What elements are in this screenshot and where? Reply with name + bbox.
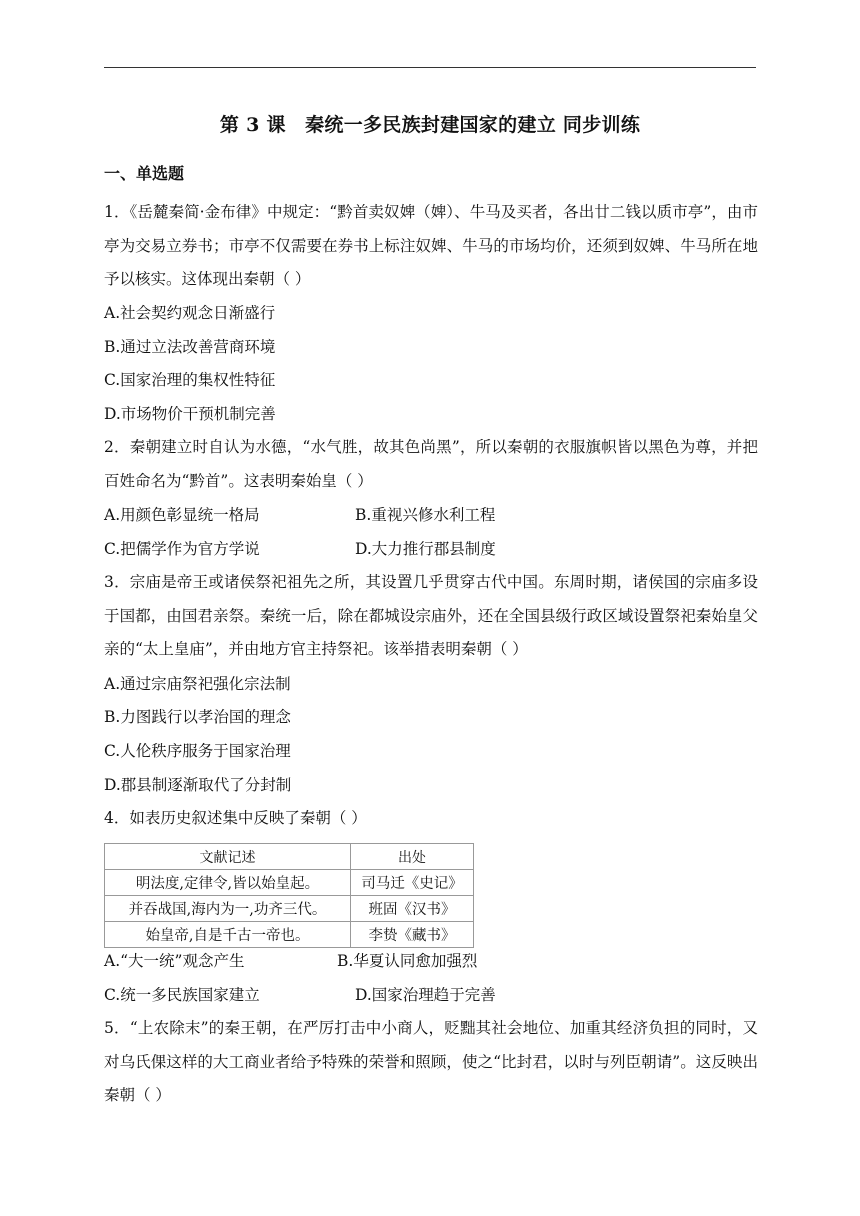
question-4-option-d: D.国家治理趋于完善 bbox=[355, 986, 496, 1004]
question-5-stem: 5．“上农除末”的秦王朝，在严厉打击中小商人，贬黜其社会地位、加重其经济负担的同时，又对乌氏倮这样的大工商业者给予特殊的荣誉和照顾，使之“比封君，以时与列臣朝请”。这反映出秦朝（ ） bbox=[104, 1019, 758, 1104]
table-header-row bbox=[105, 844, 474, 870]
table-row bbox=[105, 922, 474, 948]
question-3-option-b: B.力图践行以孝治国的理念 bbox=[104, 708, 291, 726]
source-table bbox=[104, 843, 474, 948]
table-header: 文献记述 bbox=[105, 844, 351, 870]
table-cell: 李贽《藏书》 bbox=[351, 922, 474, 948]
question-2-option-a: A.用颜色彰显统一格局 bbox=[104, 506, 260, 524]
table-cell: 班固《汉书》 bbox=[351, 896, 474, 922]
question-2-option-d: D.大力推行郡县制度 bbox=[355, 540, 496, 558]
question-1-option-a: A.社会契约观念日渐盛行 bbox=[104, 304, 276, 322]
section-heading: 一、单选题 bbox=[104, 164, 185, 183]
question-2-stem: 2．秦朝建立时自认为水德，“水气胜，故其色尚黑”，所以秦朝的衣服旗帜皆以黑色为尊，并把百姓命名为“黔首”。这表明秦始皇（ ） bbox=[104, 438, 758, 490]
question-1-option-d: D.市场物价干预机制完善 bbox=[104, 405, 276, 423]
table-row bbox=[105, 870, 474, 896]
question-1-stem: 1．《岳麓秦简·金布律》中规定：“黔首卖奴婢（婢）、牛马及买者，各出廿二钱以质市亭”，由市亭为交易立券书；市亭不仅需要在券书上标注奴婢、牛马的市场均价，还须到奴婢、牛马所在地予以核实。这体现出秦朝（ ） bbox=[104, 203, 758, 288]
question-4-stem: 4．如表历史叙述集中反映了秦朝（ ） bbox=[104, 809, 367, 827]
question-3-option-a: A.通过宗庙祭祀强化宗法制 bbox=[104, 675, 291, 693]
question-2-option-b: B.重视兴修水利工程 bbox=[355, 506, 496, 524]
table-cell: 明法度,定律令,皆以始皇起。 bbox=[105, 870, 351, 896]
table-cell: 始皇帝,自是千古一帝也。 bbox=[105, 922, 351, 948]
page-title: 第 3 课 秦统一多民族封建国家的建立 同步训练 bbox=[219, 114, 641, 136]
table-cell: 司马迁《史记》 bbox=[351, 870, 474, 896]
question-4-option-a: A.“大一统”观念产生 bbox=[104, 952, 245, 970]
table-header: 出处 bbox=[351, 844, 474, 870]
table-row bbox=[105, 896, 474, 922]
question-4-option-c: C.统一多民族国家建立 bbox=[104, 986, 260, 1004]
question-3-option-c: C.人伦秩序服务于国家治理 bbox=[104, 742, 291, 760]
question-2-option-c: C.把儒学作为官方学说 bbox=[104, 540, 260, 558]
question-3-option-d: D.郡县制逐渐取代了分封制 bbox=[104, 776, 292, 794]
question-1-option-c: C.国家治理的集权性特征 bbox=[104, 371, 276, 389]
question-3-stem: 3．宗庙是帝王或诸侯祭祀祖先之所，其设置几乎贯穿古代中国。东周时期，诸侯国的宗庙多设于国都，由国君亲祭。秦统一后，除在都城设宗庙外，还在全国县级行政区域设置祭祀秦始皇父亲的“太上皇庙”，并由地方官主持祭祀。该举措表明秦朝（ ） bbox=[104, 573, 758, 658]
question-1-option-b: B.通过立法改善营商环境 bbox=[104, 338, 276, 356]
question-4-option-b: B.华夏认同愈加强烈 bbox=[337, 952, 478, 970]
header-rule bbox=[104, 67, 756, 68]
table-cell: 并吞战国,海内为一,功齐三代。 bbox=[105, 896, 351, 922]
